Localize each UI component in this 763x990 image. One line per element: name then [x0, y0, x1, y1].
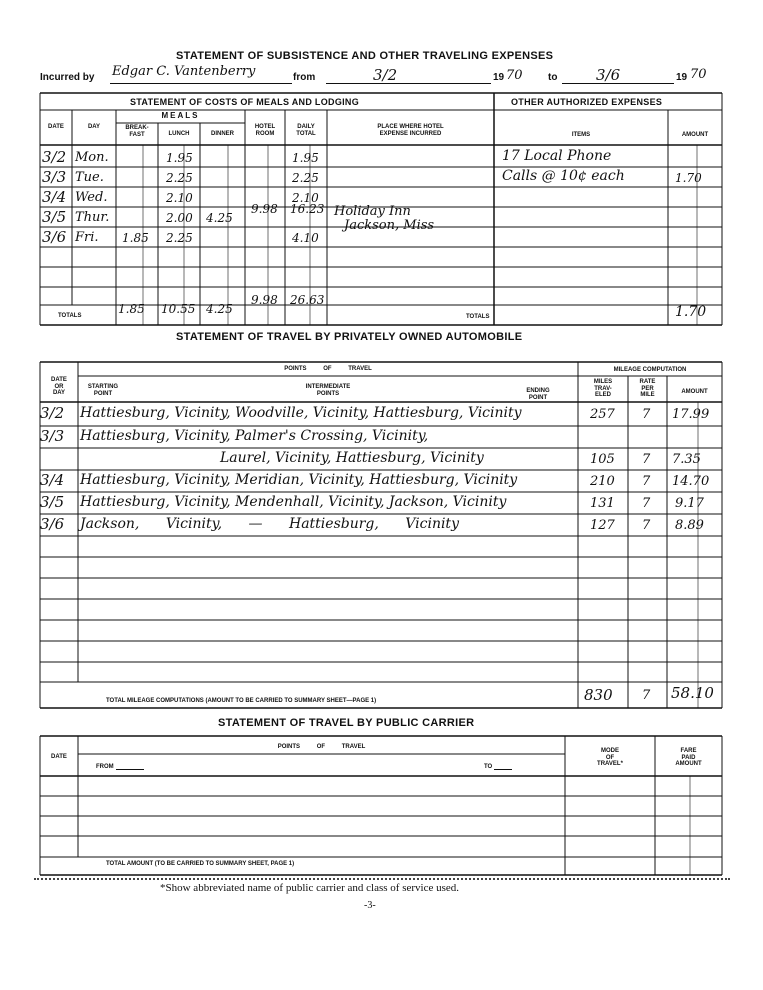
auto-section-title: STATEMENT OF TRAVEL BY PRIVATELY OWNED AUTOMOBILE	[176, 331, 523, 343]
row-date: 3/5	[42, 208, 67, 226]
auto-row-miles: 127	[590, 518, 615, 533]
auto-col-starting-header: STARTING POINT	[87, 384, 119, 397]
col-place-header: PLACE WHERE HOTEL EXPENSE INCURRED	[377, 124, 444, 137]
row-lunch: 2.00	[166, 211, 193, 225]
row-lunch: 2.25	[166, 231, 193, 245]
row-date: 3/3	[42, 168, 67, 186]
row-daily-total: 4.10	[292, 231, 319, 245]
auto-col-mileage-header: MILEAGE COMPUTATION	[613, 367, 687, 373]
row-place: Jackson, Miss	[344, 218, 435, 233]
auto-col-amount-header: AMOUNT	[681, 389, 708, 395]
auto-row-route: Hattiesburg, Vicinity, Woodville, Vicinity, Hattiesburg, Vicinity	[80, 405, 522, 421]
auto-row-route: Jackson, Vicinity, — Hattiesburg, Vicinity	[80, 516, 459, 532]
year-1: 70	[506, 68, 523, 83]
row-lunch: 2.10	[166, 191, 193, 205]
page-number: -3-	[364, 900, 376, 911]
col-hotel-header: HOTEL ROOM	[254, 124, 276, 137]
public-col-date-header: DATE	[51, 754, 67, 760]
auto-row-date: 3/5	[40, 493, 65, 511]
col-amount-header: AMOUNT	[681, 132, 709, 138]
row-place: Holiday Inn	[334, 204, 411, 219]
public-section-title: STATEMENT OF TRAVEL BY PUBLIC CARRIER	[218, 717, 475, 729]
meals-section-title: STATEMENT OF COSTS OF MEALS AND LODGING	[130, 97, 360, 107]
meals-totals-label: TOTALS	[58, 313, 82, 319]
auto-total-amount: 58.10	[671, 684, 714, 702]
col-dinner-header: DINNER	[210, 131, 234, 137]
other-item: Calls @ 10¢ each	[502, 168, 625, 184]
year-prefix-1: 19	[493, 72, 505, 83]
public-col-to-header: TO	[484, 764, 493, 770]
auto-col-ending-header: ENDING POINT	[526, 388, 550, 401]
public-col-points-header: POINTS OF TRAVEL	[277, 744, 366, 750]
auto-row-amount: 8.89	[675, 518, 704, 533]
auto-row-route: Laurel, Vicinity, Hattiesburg, Vicinity	[220, 450, 484, 466]
col-date-header: DATE	[48, 124, 64, 130]
auto-row-rate: 7	[642, 407, 651, 422]
auto-col-date-header: DATE OR DAY	[51, 377, 67, 396]
auto-row-rate: 7	[642, 518, 651, 533]
row-lunch: 1.95	[166, 151, 193, 165]
col-meals-header: MEALS	[161, 111, 200, 120]
row-day: Fri.	[75, 230, 99, 245]
footnote: *Show abbreviated name of public carrier and class of service used.	[160, 882, 460, 894]
auto-row-rate: 7	[642, 496, 651, 511]
other-item: 17 Local Phone	[502, 148, 612, 164]
auto-col-points-header: POINTS OF TRAVEL	[284, 366, 372, 372]
row-day: Thur.	[75, 210, 110, 225]
auto-row-amount: 17.99	[672, 407, 710, 422]
auto-total-miles: 830	[584, 686, 613, 704]
auto-row-miles: 105	[590, 452, 615, 467]
auto-row-route: Hattiesburg, Vicinity, Mendenhall, Vicinity, Jackson, Vicinity	[80, 494, 507, 510]
auto-row-amount: 14.70	[672, 474, 710, 489]
total-lunch: 10.55	[161, 302, 196, 316]
total-breakfast: 1.85	[118, 302, 145, 316]
public-col-fare-header: FARE PAID AMOUNT	[675, 748, 702, 767]
footer-rule	[34, 878, 730, 880]
auto-total-rate: 7	[642, 688, 651, 703]
from-label: from	[293, 72, 316, 83]
auto-row-rate: 7	[642, 452, 651, 467]
row-hotel: 9.98	[251, 202, 278, 216]
from-rule	[116, 769, 144, 770]
form-title: STATEMENT OF SUBSISTENCE AND OTHER TRAVELING EXPENSES	[176, 50, 554, 62]
total-daily: 26.63	[290, 293, 325, 307]
row-day: Wed.	[75, 190, 108, 205]
auto-row-date: 3/3	[40, 427, 65, 445]
row-daily-total: 16.23	[290, 202, 325, 216]
to-label: to	[548, 72, 558, 83]
other-total-amount: 1.70	[675, 304, 707, 320]
auto-row-rate: 7	[642, 474, 651, 489]
auto-row-route: Hattiesburg, Vicinity, Palmer's Crossing, Vicinity,	[80, 428, 429, 444]
row-date: 3/2	[42, 148, 67, 166]
incurred-by-name: Edgar C. Vantenberry	[112, 64, 256, 79]
auto-col-intermediate-header: INTERMEDIATE POINTS	[305, 384, 351, 397]
year-2: 70	[690, 67, 707, 82]
auto-row-amount: 9.17	[675, 496, 704, 511]
from-date: 3/2	[373, 66, 398, 84]
public-col-from-header: FROM	[96, 764, 114, 770]
row-day: Tue.	[75, 170, 104, 185]
auto-total-label: TOTAL MILEAGE COMPUTATIONS (AMOUNT TO BE CARRIED TO SUMMARY SHEET—PAGE 1)	[106, 698, 377, 704]
row-lunch: 2.25	[166, 171, 193, 185]
col-lunch-header: LUNCH	[168, 131, 190, 137]
other-item-amount: 1.70	[675, 171, 702, 185]
other-totals-label: TOTALS	[466, 314, 490, 320]
auto-row-date: 3/6	[40, 515, 65, 533]
auto-col-rate-header: RATE PER MILE	[639, 379, 656, 398]
to-date: 3/6	[596, 66, 621, 84]
row-daily-total: 2.25	[292, 171, 319, 185]
auto-row-miles: 257	[590, 407, 615, 422]
row-date: 3/4	[42, 188, 67, 206]
row-day: Mon.	[75, 150, 109, 165]
incurred-by-label: Incurred by	[40, 72, 95, 83]
auto-row-route: Hattiesburg, Vicinity, Meridian, Vicinity, Hattiesburg, Vicinity	[80, 472, 518, 488]
auto-row-amount: 7.35	[672, 452, 701, 467]
public-total-label: TOTAL AMOUNT (TO BE CARRIED TO SUMMARY SHEET, PAGE 1)	[106, 861, 295, 867]
auto-col-miles-header: MILES TRAV- ELED	[593, 379, 613, 398]
auto-row-miles: 131	[590, 496, 615, 511]
to-rule	[494, 769, 512, 770]
auto-row-miles: 210	[590, 474, 615, 489]
other-section-title: OTHER AUTHORIZED EXPENSES	[511, 97, 663, 107]
row-daily-total: 1.95	[292, 151, 319, 165]
public-col-mode-header: MODE OF TRAVEL*	[597, 748, 623, 767]
total-hotel: 9.98	[251, 293, 278, 307]
row-daily-total: 2.10	[292, 191, 319, 205]
row-date: 3/6	[42, 228, 67, 246]
auto-row-date: 3/2	[40, 404, 65, 422]
row-dinner: 4.25	[206, 211, 233, 225]
col-daily-total-header: DAILY TOTAL	[296, 124, 316, 137]
auto-row-date: 3/4	[40, 471, 65, 489]
col-breakfast-header: BREAK- FAST	[125, 125, 149, 138]
col-day-header: DAY	[87, 124, 101, 130]
year-prefix-2: 19	[676, 72, 688, 83]
row-breakfast: 1.85	[122, 231, 149, 245]
col-items-header: ITEMS	[571, 132, 591, 138]
total-dinner: 4.25	[206, 302, 233, 316]
